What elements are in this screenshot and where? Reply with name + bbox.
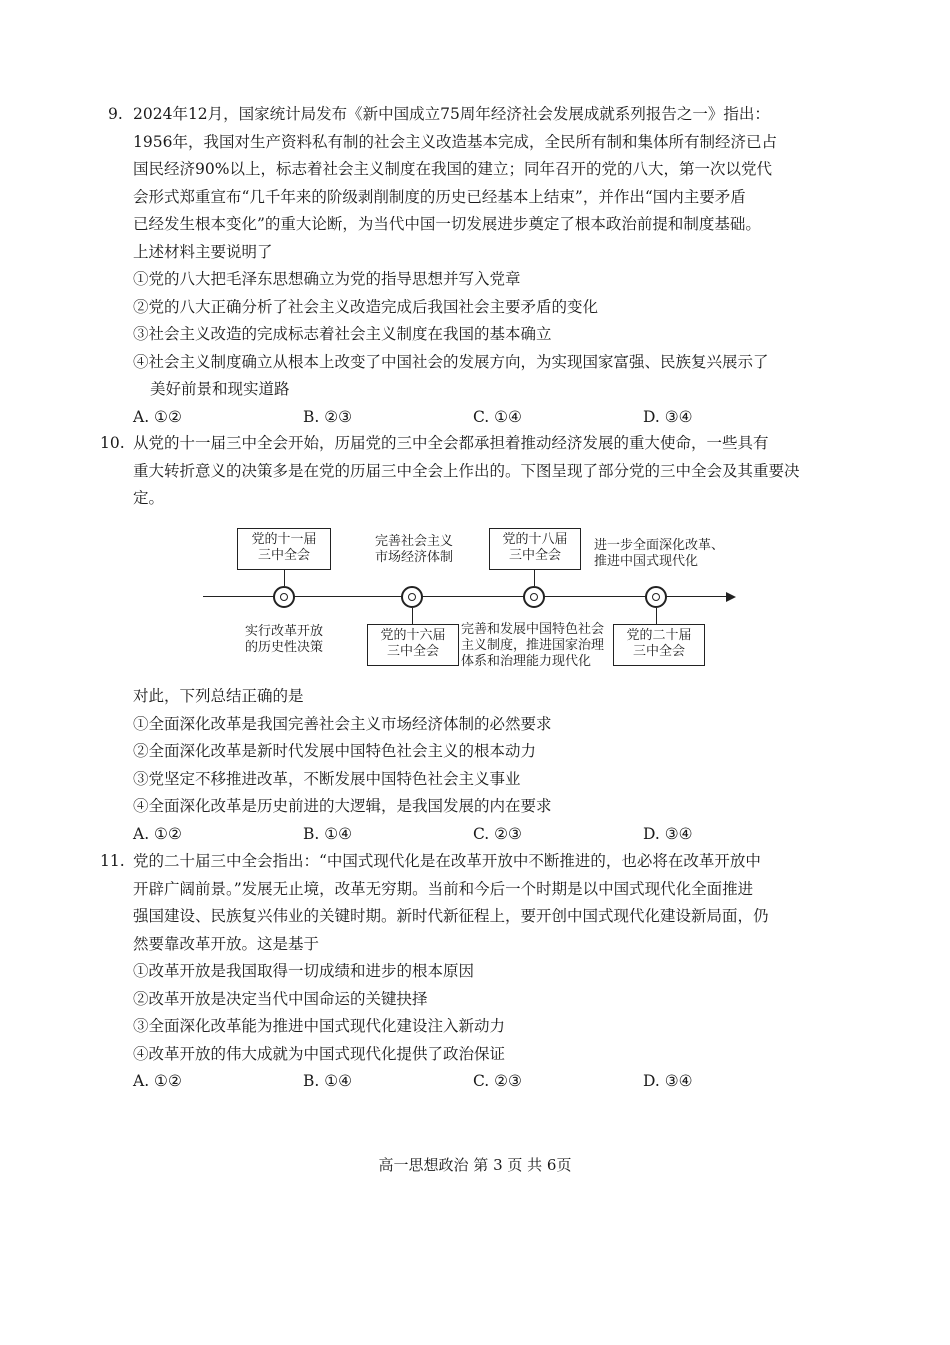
label-11th-decision (228, 624, 340, 656)
label-text: 完善社会主义 (374, 534, 453, 549)
connector (534, 568, 535, 586)
box-11th-plenum (237, 528, 331, 570)
stem-line: 2024年12月，国家统计局发布《新中国成立75周年经济社会发展成就系列报告之一》指出： (133, 105, 770, 123)
option-continuation: 美好前景和现实道路 (150, 380, 290, 398)
timeline-arrow (726, 592, 736, 602)
option: ④全面深化改革是历史前进的大逻辑，是我国发展的内在要求 (133, 797, 552, 815)
answer-choices (133, 821, 836, 849)
stem-line: 定。 (133, 489, 165, 507)
box-text: 党的十一届 (251, 532, 317, 547)
connector (284, 568, 285, 586)
box-text: 三中全会 (632, 644, 685, 659)
stem-line: 党的二十届三中全会指出：“中国式现代化是在改革开放中不断推进的，也必将在改革开放中 (133, 852, 761, 870)
choice-a[interactable]: A. ①② (133, 824, 182, 843)
choice-a[interactable]: A. ①② (133, 407, 182, 426)
label-18th-decision (461, 622, 611, 670)
stem-line: 上述材料主要说明了 (133, 242, 273, 261)
box-18th-plenum (489, 528, 581, 570)
timeline-node (645, 586, 667, 608)
box-text: 三中全会 (257, 548, 310, 563)
timeline-diagram (200, 520, 740, 680)
box-text: 三中全会 (386, 644, 439, 659)
question-number: 11. (100, 852, 125, 870)
question-10-options (108, 683, 836, 848)
page-footer: 高一思想政治 第 3 页 共 6页 (378, 1156, 572, 1174)
choice-a[interactable]: A. ①② (133, 1072, 182, 1090)
question-10 (100, 430, 836, 513)
choice-c[interactable]: C. ②③ (473, 1072, 522, 1090)
label-text: 市场经济体制 (374, 550, 453, 565)
timeline-node (523, 586, 545, 608)
label-text: 完善和发展中国特色社会 (461, 622, 605, 637)
box-text: 党的二十届 (626, 628, 692, 643)
stem-line: 然要靠改革开放。这是基于 (133, 934, 320, 953)
label-20th-decision (594, 538, 734, 570)
box-20th-plenum (613, 624, 705, 666)
question-number: 9. (108, 105, 123, 123)
option: ③党坚定不移推进改革，不断发展中国特色社会主义事业 (133, 769, 521, 788)
timeline-node (401, 586, 423, 608)
stem-line: 国民经济90%以上，标志着社会主义制度在我国的建立；同年召开的党的八大，第一次以党代 (133, 160, 772, 178)
box-16th-plenum (367, 624, 459, 666)
label-text: 体系和治理能力现代化 (461, 654, 592, 669)
box-text: 党的十八届 (502, 532, 568, 547)
option: ①党的八大把毛泽东思想确立为党的指导思想并写入党章 (133, 270, 521, 288)
label-text: 实行改革开放 (244, 624, 323, 639)
box-text: 三中全会 (508, 548, 561, 563)
stem-line: 强国建设、民族复兴伟业的关键时期。新时代新征程上，要开创中国式现代化建设新局面，仍 (133, 907, 769, 925)
choice-b[interactable]: B. ①④ (303, 824, 353, 843)
label-text: 推进中国式现代化 (594, 554, 699, 569)
choice-d[interactable]: D. ③④ (643, 1072, 693, 1090)
box-text: 党的十六届 (380, 628, 446, 643)
choice-d[interactable]: D. ③④ (643, 824, 693, 843)
option: ③社会主义改造的完成标志着社会主义制度在我国的基本确立 (133, 325, 552, 343)
stem-line: 已经发生根本变化”的重大论断，为当代中国一切发展进步奠定了根本政治前提和制度基础。 (133, 215, 761, 233)
option: ②改革开放是决定当代中国命运的关键抉择 (133, 989, 428, 1008)
option: ②全面深化改革是新时代发展中国特色社会主义的根本动力 (133, 742, 537, 760)
label-16th-decision (354, 534, 474, 566)
choice-b[interactable]: B. ①④ (303, 1072, 353, 1090)
label-text: 进一步全面深化改革、 (594, 538, 725, 553)
question-11 (100, 848, 836, 1096)
option: ③全面深化改革能为推进中国式现代化建设注入新动力 (133, 1017, 506, 1035)
stem-line: 开辟广阔前景。”发展无止境，改革无穷期。当前和今后一个时期是以中国式现代化全面推进 (133, 879, 754, 898)
label-text: 主义制度，推进国家治理 (461, 638, 605, 653)
option: ④社会主义制度确立从根本上改变了中国社会的发展方向，为实现国家富强、民族复兴展示了 (133, 352, 769, 371)
prompt: 对此，下列总结正确的是 (133, 687, 304, 705)
stem-line: 重大转折意义的决策多是在党的历届三中全会上作出的。下图呈现了部分党的三中全会及其重要决 (133, 461, 800, 480)
stem-line: 1956年，我国对生产资料私有制的社会主义改造基本完成，全民所有制和集体所有制经济已占 (133, 132, 777, 151)
option: ①改革开放是我国取得一切成绩和进步的根本原因 (133, 962, 475, 980)
answer-choices (133, 404, 836, 432)
question-9 (108, 101, 836, 431)
choice-c[interactable]: C. ①④ (473, 407, 522, 426)
option: ②党的八大正确分析了社会主义改造完成后我国社会主要矛盾的变化 (133, 297, 599, 316)
option: ④改革开放的伟大成就为中国式现代化提供了政治保证 (133, 1044, 506, 1063)
timeline-node (273, 586, 295, 608)
stem-line: 从党的十一届三中全会开始，历届党的三中全会都承担着推动经济发展的重大使命，一些具有 (133, 434, 769, 452)
choice-b[interactable]: B. ②③ (303, 407, 353, 426)
option: ①全面深化改革是我国完善社会主义市场经济体制的必然要求 (133, 714, 552, 733)
choice-d[interactable]: D. ③④ (643, 407, 693, 426)
question-number: 10. (100, 434, 125, 452)
label-text: 的历史性决策 (244, 640, 323, 655)
answer-choices (133, 1068, 836, 1096)
choice-c[interactable]: C. ②③ (473, 824, 522, 843)
stem-line: 会形式郑重宣布“几千年来的阶级剥削制度的历史已经基本上结束”，并作出“国内主要矛盾 (133, 187, 746, 206)
